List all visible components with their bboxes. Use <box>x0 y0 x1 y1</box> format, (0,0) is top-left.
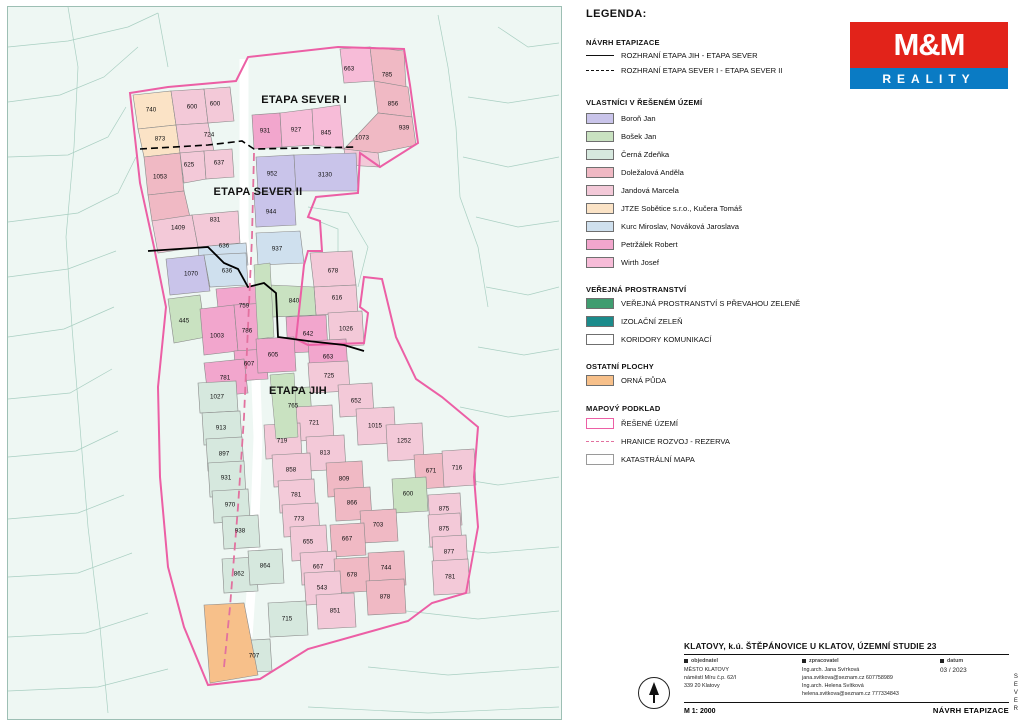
color-swatch <box>586 334 614 345</box>
parcel-label: 813 <box>319 449 331 457</box>
legend-item-label: Wirth Josef <box>621 258 659 267</box>
parcel-label: 873 <box>154 135 166 143</box>
parcel-label: 878 <box>379 593 391 601</box>
legend-item-izolacni-zelen <box>586 316 683 327</box>
parcel-label: 716 <box>451 464 463 472</box>
parcel-label: 703 <box>372 521 384 529</box>
color-swatch <box>586 203 614 214</box>
legend-item-dolezalova-andela <box>586 167 684 178</box>
legend-item-label: Bošek Jan <box>621 132 657 141</box>
legend-item-label: Petržálek Robert <box>621 240 678 249</box>
legend-item-label: HRANICE ROZVOJ - REZERVA <box>621 437 730 446</box>
mm-reality-logo <box>850 22 1008 89</box>
color-swatch <box>586 185 614 196</box>
bullet-icon <box>802 659 806 663</box>
legend-item-hranice-rozvoj-rezerva <box>586 436 730 447</box>
legend-item-label: JTZE Soběticе s.r.o., Kučera Tomáš <box>621 204 742 213</box>
color-swatch <box>586 454 614 465</box>
parcel-label: 939 <box>398 124 410 132</box>
parcel-label: 809 <box>338 475 350 483</box>
legend-item-petrzalek-robert <box>586 239 678 250</box>
column-line: 03 / 2023 <box>940 666 967 674</box>
parcel-label: 719 <box>276 437 288 445</box>
color-swatch <box>586 257 614 268</box>
parcel-label: 744 <box>380 564 392 572</box>
parcel-label: 1027 <box>209 393 225 401</box>
legend-item-katastralni-mapa <box>586 454 695 465</box>
parcel-label: 785 <box>381 71 393 79</box>
dashed-line-icon <box>586 65 614 76</box>
legend-item-jandova-marcela <box>586 185 679 196</box>
legend-item-label: ŘEŠENÉ ÚZEMÍ <box>621 419 678 428</box>
column-line: náměstí Míru č.p. 62/I <box>684 674 737 681</box>
legend-item-label: IZOLAČNÍ ZELEŇ <box>621 317 683 326</box>
parcel-label: 931 <box>259 127 271 135</box>
legend-item-koridory-komunikaci <box>586 334 711 345</box>
parcel-label: 851 <box>329 607 341 615</box>
parcel-label: 625 <box>183 161 195 169</box>
parcel-label: 864 <box>259 562 271 570</box>
column-heading: zpracovatel <box>809 657 839 664</box>
parcel-label: 1015 <box>367 422 383 430</box>
parcel-label: 781 <box>219 374 231 382</box>
sheet-name: NÁVRH ETAPIZACE <box>932 706 1009 715</box>
parcel-label: 652 <box>350 397 362 405</box>
parcel-label: 667 <box>341 535 353 543</box>
column-line: helena.svitkova@seznam.cz 777334843 <box>802 690 899 697</box>
parcel-label: 655 <box>302 538 314 546</box>
bullet-icon <box>940 659 944 663</box>
logo-brand-sub: REALITY <box>850 68 1008 89</box>
parcel-label: 678 <box>346 571 358 579</box>
outline-swatch <box>586 418 614 429</box>
parcel-label: 781 <box>444 573 456 581</box>
column-heading: datum <box>947 657 964 664</box>
legend-section-heading-vlastnici: VLASTNÍCI V ŘEŠENÉM ÚZEMÍ <box>586 98 703 107</box>
column-line: 339 20 Klatovy <box>684 682 720 689</box>
parcel-label: 927 <box>290 126 302 134</box>
legend-item-label: ORNÁ PŮDA <box>621 376 667 385</box>
parcel-label: 786 <box>241 327 253 335</box>
etapa-jih-label: ETAPA JIH <box>268 385 328 397</box>
parcel-856 <box>374 81 412 117</box>
color-swatch <box>586 316 614 327</box>
column-line: jana.svitkova@seznam.cz 607758989 <box>802 674 893 681</box>
legend-item-orna-puda <box>586 375 666 386</box>
column-line: Ing.arch. Jana Svíтková <box>802 666 860 673</box>
parcel-label: 663 <box>322 353 334 361</box>
legend-item-resene-uzemi <box>586 418 678 429</box>
parcel-label: 845 <box>320 129 332 137</box>
legend-item-label: ROZHRANÍ ETAPA JIH - ETAPA SEVER <box>621 51 758 60</box>
parcel-label: 856 <box>387 100 399 108</box>
legend-item-verejna-prostranstvi-zelen <box>586 298 800 309</box>
legend-item-bosek-jan <box>586 131 656 142</box>
legend-item-rozhrani-jih-sever <box>586 50 758 61</box>
legend-item-label: Jandová Marcela <box>621 186 679 195</box>
pink-dashed-line-icon <box>586 436 614 447</box>
legend-item-jtze-sobetice <box>586 203 742 214</box>
bullet-icon <box>684 659 688 663</box>
legend-item-rozhrani-sever1-sever2 <box>586 65 782 76</box>
parcel-label: 663 <box>343 65 355 73</box>
parcel-label: 781 <box>290 491 302 499</box>
parcel-label: 605 <box>267 351 279 359</box>
parcel-label: 637 <box>213 159 225 167</box>
parcel-label: 600 <box>402 490 414 498</box>
north-vertical-label: S E V E R <box>1013 673 1018 712</box>
parcel-label: 877 <box>443 548 455 556</box>
parcel-label: 938 <box>234 527 246 535</box>
legend-item-boron-jan <box>586 113 656 124</box>
legend-section-heading-verejna-prostranstvi: VEŘEJNÁ PROSTRANSTVÍ <box>586 285 687 294</box>
parcel-label: 759 <box>238 302 250 310</box>
legend-item-label: KATASTRÁLNÍ MAPA <box>621 455 695 464</box>
parcel-label: 1073 <box>354 134 370 142</box>
parcel-label: 858 <box>285 466 297 474</box>
color-swatch <box>586 131 614 142</box>
parcel-1003 <box>200 305 238 355</box>
parcel-label: 600 <box>209 100 221 108</box>
legend-section-heading-ostatni-plochy: OSTATNÍ PLOCHY <box>586 362 654 371</box>
legend-section-heading-navrh-etapizace: NÁVRH ETAPIZACE <box>586 38 660 47</box>
parcel-label: 831 <box>209 216 221 224</box>
parcel-label: 1409 <box>170 224 186 232</box>
parcel-label: 707 <box>248 652 260 660</box>
parcel-label: 715 <box>281 615 293 623</box>
legend-item-label: Boroň Jan <box>621 114 656 123</box>
parcel-label: 721 <box>308 419 320 427</box>
parcel-845 <box>312 105 344 149</box>
column-line: MĚSTO KLATOVY <box>684 666 729 673</box>
etapa-sever-ii-label: ETAPA SEVER II <box>213 186 303 198</box>
parcel-label: 765 <box>287 402 299 410</box>
color-swatch <box>586 221 614 232</box>
parcel-label: 600 <box>186 103 198 111</box>
legend-item-label: ROZHRANÍ ETAPA SEVER I - ETAPA SEVER II <box>621 66 783 75</box>
parcel-label: 840 <box>288 297 300 305</box>
drawing-title: KLATOVY, k.ú. ŠTĚPÁNOVICE U KLATOV, ÚZEMNÍ STUDIE 23 <box>684 641 1009 655</box>
color-swatch <box>586 149 614 160</box>
legend-item-cerna-zdenka <box>586 149 669 160</box>
legend-item-label: KORIDORY KOMUNIKACÍ <box>621 335 712 344</box>
parcel-label: 642 <box>302 330 314 338</box>
legend-title: LEGENDA: <box>586 8 647 20</box>
title-block-column-objednatel <box>684 658 802 698</box>
parcel-label: 671 <box>425 467 437 475</box>
parcel-label: 875 <box>438 505 450 513</box>
parcel-label: 862 <box>233 570 245 578</box>
map-svg[interactable] <box>8 7 559 717</box>
title-block-column-zpracovatel <box>802 658 940 698</box>
parcel-label: 970 <box>224 501 236 509</box>
color-swatch <box>586 167 614 178</box>
parcel-label: 667 <box>312 563 324 571</box>
column-heading: objednatel <box>691 657 718 664</box>
color-swatch <box>586 239 614 250</box>
parcel-label: 1070 <box>183 270 199 278</box>
legend-item-kurc-novakova <box>586 221 739 232</box>
etapa-sever-i-label: ETAPA SEVER I <box>261 94 347 106</box>
parcel-label: 937 <box>271 245 283 253</box>
parcel-label: 875 <box>438 525 450 533</box>
solid-line-icon <box>586 50 614 61</box>
parcel-label: 740 <box>145 106 157 114</box>
parcel-label: 678 <box>327 267 339 275</box>
logo-brand-mark: M&M <box>850 22 1008 68</box>
parcel-label: 952 <box>266 170 278 178</box>
column-line: Ing.arch. Helena Svítková <box>802 682 864 689</box>
parcel-label: 897 <box>218 450 230 458</box>
legend-item-label: Doležalová Anděla <box>621 168 684 177</box>
parcel-label: 725 <box>323 372 335 380</box>
parcel-label: 445 <box>178 317 190 325</box>
parcel-label: 636 <box>221 267 233 275</box>
color-swatch <box>586 298 614 309</box>
parcel-label: 1003 <box>209 332 225 340</box>
parcel-label: 773 <box>293 515 305 523</box>
parcel-label: 931 <box>220 474 232 482</box>
parcel-label: 607 <box>243 360 255 368</box>
title-block-column-datum <box>940 658 975 698</box>
color-swatch <box>586 113 614 124</box>
parcel-label: 616 <box>331 294 343 302</box>
parcel-label: 543 <box>316 584 328 592</box>
scale-label: M 1: 2000 <box>684 708 716 715</box>
legend-item-label: VEŘEJNÁ PROSTRANSTVÍ S PŘEVAHOU ZELENĚ <box>621 299 801 308</box>
map-frame[interactable] <box>7 6 562 720</box>
parcel-label: 636 <box>218 242 230 250</box>
parcel-label: 1053 <box>152 173 168 181</box>
parcel-label: 944 <box>265 208 277 216</box>
legend-section-heading-mapovy-podklad: MAPOVÝ PODKLAD <box>586 404 661 413</box>
parcel-label: 913 <box>215 424 227 432</box>
compass-north-icon <box>638 677 672 711</box>
parcel-label: 1252 <box>396 437 412 445</box>
parcel-label: 1026 <box>338 325 354 333</box>
parcel-label: 866 <box>346 499 358 507</box>
legend-panel <box>576 0 1024 725</box>
legend-item-wirth-josef <box>586 257 659 268</box>
color-swatch <box>586 375 614 386</box>
legend-item-label: Kurc Miroslav, Nováková Jaroslava <box>621 222 740 231</box>
title-block <box>684 641 1009 715</box>
parcel-label: 3130 <box>317 171 333 179</box>
parcel-label: 724 <box>203 131 215 139</box>
legend-item-label: Černá Zdeňka <box>621 150 670 159</box>
